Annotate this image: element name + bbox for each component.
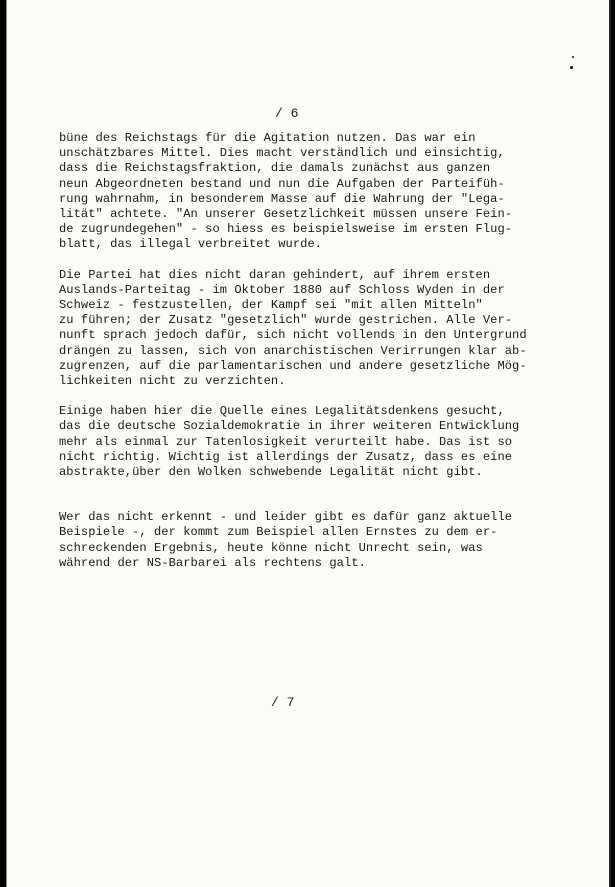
text-line: unschätzbares Mittel. Dies macht verständlich und einsichtig, [59, 146, 505, 161]
text-line: zugrenzen, auf die parlamentarischen und andere gesetzliche Mög- [59, 358, 527, 373]
page-number-bottom: / 7 [271, 695, 295, 710]
paragraph [59, 404, 579, 480]
text-line: mehr als einmal zur Tatenlosigkeit verurteilt habe. Das ist so [59, 434, 513, 449]
scan-speck [570, 66, 573, 69]
text-line: während der NS-Barbarei als rechtens galt. [59, 555, 366, 570]
text-line: Einige haben hier die Quelle eines Legalitätsdenkens gesucht, [59, 404, 505, 419]
document-page [6, 0, 611, 887]
text-line: lichkeiten nicht zu verzichten. [59, 374, 286, 389]
text-line: Beispiele -, der kommt zum Beispiel allen Ernstes zu dem er- [59, 525, 498, 540]
text-line: nicht richtig. Wichtig ist allerdings der Zusatz, dass es eine [59, 449, 513, 464]
paragraph [59, 268, 579, 390]
text-line: büne des Reichstags für die Agitation nutzen. Das war ein [59, 131, 476, 145]
text-line: blatt, das illegal verbreitet wurde. [59, 237, 323, 252]
text-line: de zugrundegehen" - so hiess es beispielsweise im ersten Flug- [59, 222, 513, 237]
text-line: rung wahrnahm, in besonderem Masse auf die Wahrung der "Lega- [59, 191, 505, 206]
paragraph [59, 131, 579, 253]
text-line: nunft sprach jedoch dafür, sich nicht vollends in den Untergrund [59, 328, 527, 343]
text-line: abstrakte,über den Wolken schwebende Legalität nicht gibt. [59, 465, 483, 480]
text-line: Auslands-Parteitag - im Oktober 1880 auf Schloss Wyden in der [59, 282, 505, 297]
text-line: drängen zu lassen, sich von anarchistischen Verirrungen klar ab- [59, 343, 527, 358]
text-line: zu führen; der Zusatz "gesetzlich" wurde gestrichen. Alle Ver- [59, 313, 513, 328]
paragraph [59, 510, 579, 571]
text-line: Schweiz - festzustellen, der Kampf sei "mit allen Mitteln" [59, 298, 483, 313]
body-text [59, 131, 579, 586]
page-number-top: / 6 [275, 106, 299, 121]
text-line: lität" achtete. "An unserer Gesetzlichkeit müssen unsere Fein- [59, 207, 513, 222]
text-line: schreckenden Ergebnis, heute könne nicht Unrecht sein, was [59, 540, 483, 555]
scan-speck [572, 56, 574, 58]
text-line: dass die Reichstagsfraktion, die damals zunächst aus ganzen [59, 161, 491, 176]
text-line: das die deutsche Sozialdemokratie in ihrer weiteren Entwicklung [59, 419, 520, 434]
text-line: Wer das nicht erkennt - und leider gibt es dafür ganz aktuelle [59, 510, 513, 525]
text-line: neun Abgeordneten bestand und nun die Aufgaben der Parteifüh- [59, 176, 505, 191]
text-line: Die Partei hat dies nicht daran gehindert, auf ihrem ersten [59, 267, 491, 282]
